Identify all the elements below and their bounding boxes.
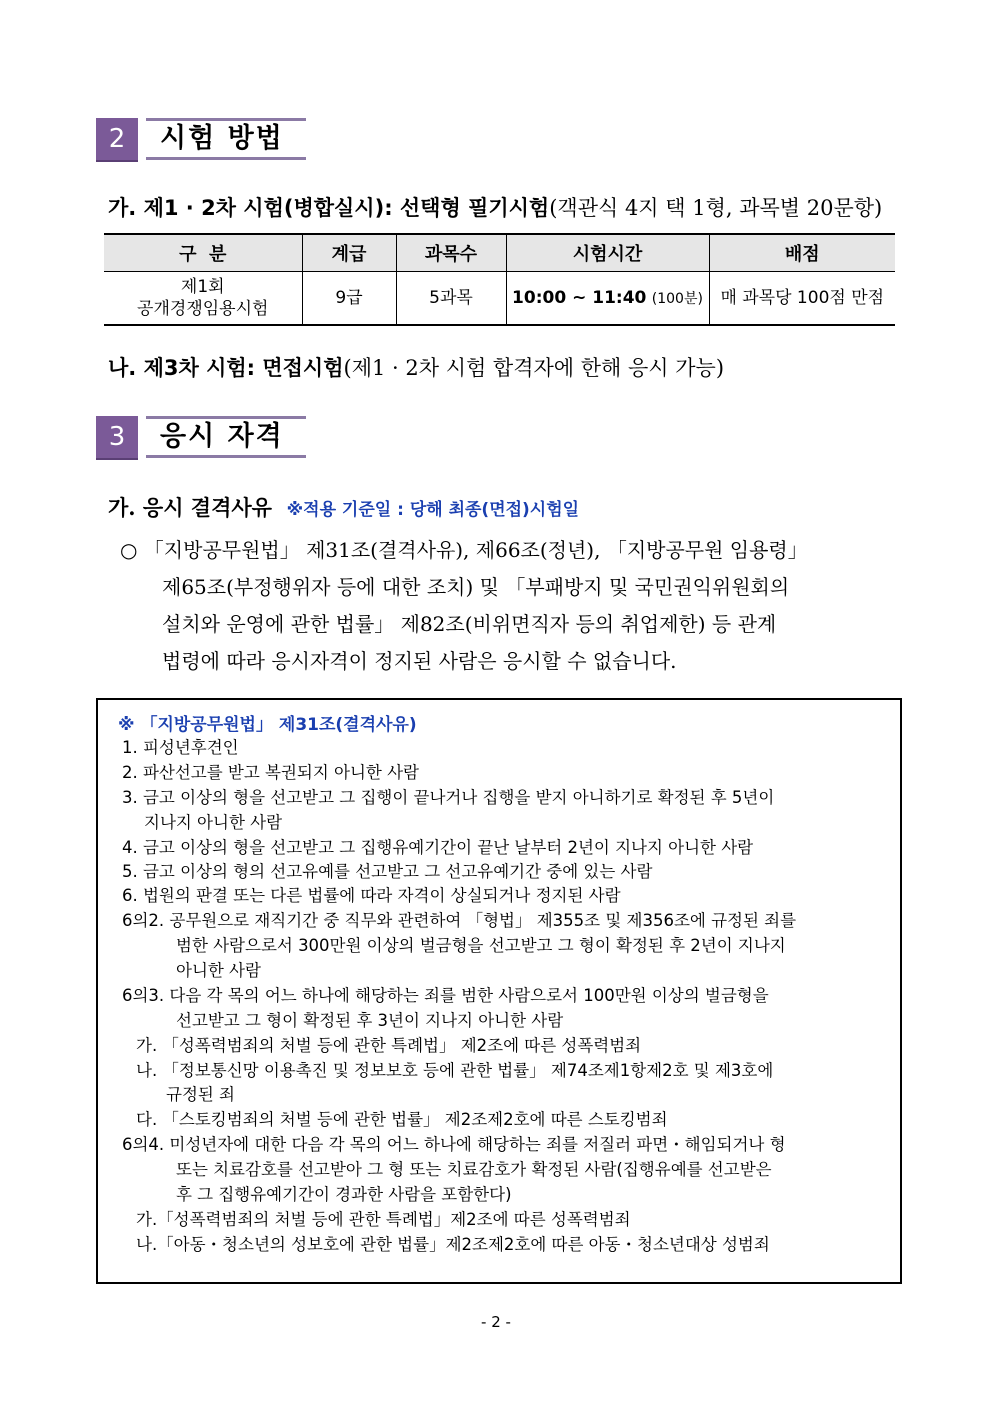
section-number: 2 — [96, 118, 138, 162]
exam-method-ga-rest: (객관식 4지 택 1형, 과목별 20문항) — [549, 196, 883, 220]
list-item: 3. 금고 이상의 형을 선고받고 그 집행이 끝나거나 집행을 받지 아니하기로 확정된 후 5년이 — [122, 788, 775, 807]
list-item: 규정된 죄 — [166, 1085, 236, 1104]
table-cell-subjects: 5과목 — [396, 272, 506, 326]
table-header-row — [104, 234, 895, 272]
disqualification-reference-box — [96, 698, 902, 1284]
list-item: 후 그 집행유예기간이 경과한 사람을 포함한다) — [176, 1185, 512, 1204]
table-header: 시험시간 — [506, 234, 709, 272]
time-note: (100분) — [651, 290, 703, 307]
table-cell-grade: 9급 — [302, 272, 396, 326]
list-item: 6의2. 공무원으로 재직기간 중 직무와 관련하여 「형법」 제355조 및 제356조에 규정된 죄를 — [122, 911, 797, 930]
qualification-ga-note: ※적용 기준일 : 당해 최종(면접)시험일 — [286, 500, 580, 520]
list-item: 가.「성폭력범죄의 처벌 등에 관한 특례법」제2조에 따른 성폭력범죄 — [136, 1210, 631, 1229]
list-item: 범한 사람으로서 300만원 이상의 벌금형을 선고받고 그 형이 확정된 후 2년이 지나지 — [176, 936, 786, 955]
table-header: 배점 — [709, 234, 895, 272]
category-line-2: 공개경쟁임용시험 — [137, 299, 269, 319]
body-line: ○ 「지방공무원법」 제31조(결격사유), 제66조(정년), 「지방공무원 임용령」 — [120, 538, 808, 562]
list-item: 6의4. 미성년자에 대한 다음 각 목의 어느 하나에 해당하는 죄를 저질러 파면・해임되거나 형 — [122, 1135, 786, 1154]
exam-method-ga — [108, 192, 882, 222]
section-title: 응시 자격 — [146, 416, 306, 458]
qualification-body — [120, 532, 900, 680]
list-item: 나. 「정보통신망 이용촉진 및 정보보호 등에 관한 법률」 제74조제1항제2호 및 제3호에 — [136, 1061, 774, 1080]
list-item: 선고받고 그 형이 확정된 후 3년이 지나지 아니한 사람 — [176, 1011, 564, 1030]
exam-method-na — [108, 352, 724, 382]
body-line: 설치와 운영에 관한 법률」 제82조(비위면직자 등의 취업제한) 등 관계 — [162, 612, 777, 636]
table-row — [104, 272, 895, 326]
exam-schedule-table — [104, 233, 895, 326]
table-header: 구 분 — [104, 234, 302, 272]
list-item: 1. 피성년후견인 — [122, 738, 239, 757]
qualification-ga-heading: 가. 응시 결격사유 — [108, 495, 272, 520]
list-item: 아니한 사람 — [176, 961, 261, 980]
list-item: 4. 금고 이상의 형을 선고받고 그 집행유예기간이 끝난 날부터 2년이 지나지 아니한 사람 — [122, 838, 754, 857]
list-item: 가. 「성폭력범죄의 처벌 등에 관한 특례법」 제2조에 따른 성폭력범죄 — [136, 1036, 642, 1055]
body-line: 법령에 따라 응시자격이 정지된 사람은 응시할 수 없습니다. — [162, 649, 677, 673]
section-title: 시험 방법 — [146, 118, 306, 160]
time-value: 10:00 ~ 11:40 — [512, 287, 647, 308]
list-item: 나.「아동・청소년의 성보호에 관한 법률」제2조제2호에 따른 아동・청소년대상 성범죄 — [136, 1235, 770, 1254]
page-number: - 2 - — [481, 1313, 511, 1331]
list-item: 또는 치료감호를 선고받아 그 형 또는 치료감호가 확정된 사람(집행유예를 선고받은 — [176, 1160, 772, 1179]
exam-method-na-bold: 나. 제3차 시험: 면접시험 — [108, 356, 344, 380]
list-item: 5. 금고 이상의 형의 선고유예를 선고받고 그 선고유예기간 중에 있는 사람 — [122, 862, 653, 881]
list-item: 6. 법원의 판결 또는 다른 법률에 따라 자격이 상실되거나 정지된 사람 — [122, 886, 621, 905]
body-line: 제65조(부정행위자 등에 대한 조치) 및 「부패방지 및 국민권익위원회의 — [162, 575, 790, 599]
list-item: 2. 파산선고를 받고 복권되지 아니한 사람 — [122, 763, 419, 782]
table-header: 과목수 — [396, 234, 506, 272]
table-header: 계급 — [302, 234, 396, 272]
list-item: 6의3. 다음 각 목의 어느 하나에 해당하는 죄를 범한 사람으로서 100만원 이상의 벌금형을 — [122, 986, 769, 1005]
table-cell-score: 매 과목당 100점 만점 — [709, 272, 895, 326]
box-title: ※ 「지방공무원법」 제31조(결격사유) — [118, 715, 417, 735]
table-cell-time — [506, 272, 709, 326]
exam-method-ga-bold: 가. 제1 · 2차 시험(병합실시): 선택형 필기시험 — [108, 196, 550, 220]
category-line-1: 제1회 — [180, 277, 225, 297]
list-item: 지나지 아니한 사람 — [144, 813, 283, 832]
qualification-ga — [108, 492, 579, 522]
list-item: 다. 「스토킹범죄의 처벌 등에 관한 법률」 제2조제2호에 따른 스토킹범죄 — [136, 1110, 668, 1129]
section-number: 3 — [96, 416, 138, 460]
exam-method-na-rest: (제1 · 2차 시험 합격자에 한해 응시 가능) — [343, 356, 725, 380]
table-cell-category — [104, 272, 302, 326]
